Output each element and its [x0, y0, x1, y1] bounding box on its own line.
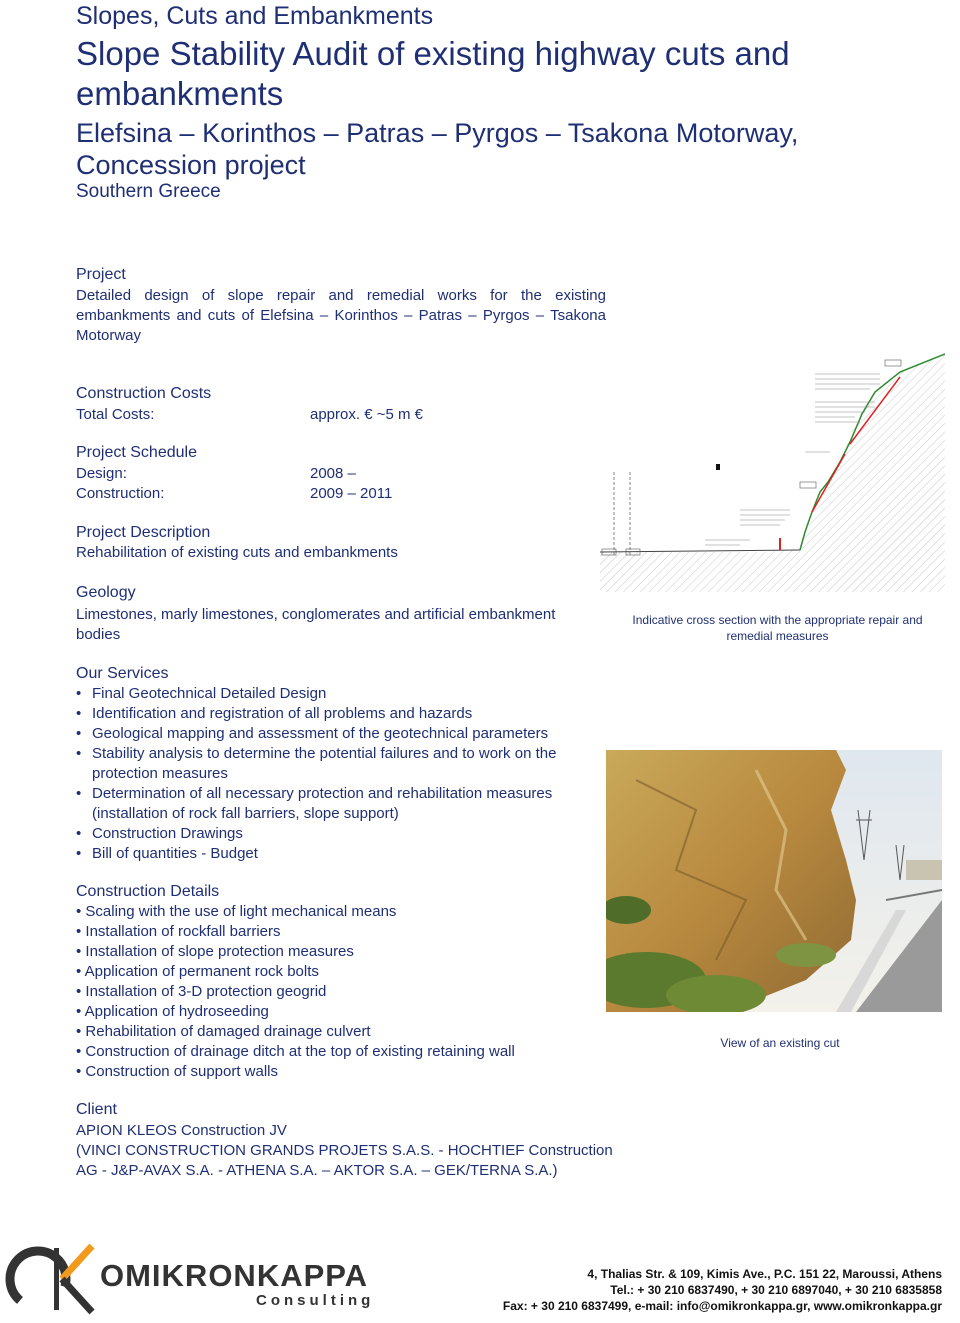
service-item: • Bill of quantities - Budget: [92, 844, 586, 864]
description-heading: Project Description: [76, 524, 211, 541]
detail-item: • Installation of 3-D protection geogrid: [76, 983, 327, 1000]
client-line3: AG - J&P-AVAX S.A. - ATHENA S.A. – AKTOR S.A. – GEK/TERNA S.A.): [76, 1162, 558, 1179]
client-line1: APION KLEOS Construction JV: [76, 1122, 287, 1139]
company-logo-mark: [4, 1240, 99, 1318]
service-item: • Geological mapping and assessment of the geotechnical parameters: [92, 724, 586, 744]
section-caption: Indicative cross section with the appropriate repair and remedial measures: [632, 613, 923, 643]
photo-caption: View of an existing cut: [720, 1036, 840, 1050]
construction-value: 2009 – 2011: [310, 485, 393, 502]
detail-item: • Installation of rockfall barriers: [76, 923, 281, 940]
project-text: Detailed design of slope repair and remedial works for the existing embankments and cuts of Elefsina – Korinthos – Patras – Pyrgos – Tsakona Motorway: [76, 287, 606, 344]
description-text: Rehabilitation of existing cuts and embankments: [76, 544, 398, 561]
costs-heading: Construction Costs: [76, 385, 212, 402]
location: Southern Greece: [76, 181, 221, 202]
photo-svg: [606, 750, 942, 1012]
geology-text: Limestones, marly limestones, conglomerates and artificial embankment bodies: [76, 606, 556, 643]
page-title: Slope Stability Audit of existing highway cuts and embankments: [76, 35, 790, 112]
detail-item: • Construction of support walls: [76, 1063, 279, 1080]
logo-name: OMIKRONKAPPA: [100, 1258, 369, 1293]
cross-section-drawing: [600, 352, 945, 592]
design-label: Design:: [76, 465, 127, 482]
detail-item: • Installation of slope protection measures: [76, 943, 354, 960]
logo-mark-svg: [4, 1240, 99, 1318]
detail-item: • Application of hydroseeding: [76, 1003, 269, 1020]
costs-value: approx. € ~5 m €: [310, 406, 423, 423]
services-list: [76, 684, 586, 864]
cross-section-svg: [600, 352, 945, 592]
detail-item: • Application of permanent rock bolts: [76, 963, 319, 980]
schedule-heading: Project Schedule: [76, 444, 197, 461]
footer-tel: Tel.: + 30 210 6837490, + 30 210 6897040, + 30 210 6835858: [610, 1283, 942, 1297]
existing-cut-photo: [606, 750, 942, 1012]
details-heading: Construction Details: [76, 883, 220, 900]
service-item: • Final Geotechnical Detailed Design: [92, 684, 586, 704]
logo-subtitle: Consulting: [256, 1292, 375, 1309]
detail-item: • Construction of drainage ditch at the top of existing retaining wall: [76, 1043, 515, 1060]
details-list: [76, 902, 606, 1082]
service-item: • Stability analysis to determine the potential failures and to work on the protection measures: [92, 744, 586, 784]
services-heading: Our Services: [76, 665, 169, 682]
detail-item: • Scaling with the use of light mechanical means: [76, 903, 397, 920]
construction-label: Construction:: [76, 485, 165, 502]
service-item: • Construction Drawings: [92, 824, 586, 844]
project-heading: Project: [76, 266, 126, 283]
geology-heading: Geology: [76, 584, 136, 601]
footer-address: 4, Thalias Str. & 109, Kimis Ave., P.C. 151 22, Maroussi, Athens: [587, 1267, 942, 1281]
project-subtitle: Elefsina – Korinthos – Patras – Pyrgos – Tsakona Motorway, Concession project: [76, 118, 799, 180]
company-logo-text: [100, 1258, 368, 1294]
client-line2: (VINCI CONSTRUCTION GRANDS PROJETS S.A.S. - HOCHTIEF Construction: [76, 1142, 613, 1159]
detail-item: • Rehabilitation of damaged drainage culvert: [76, 1023, 371, 1040]
service-item: • Determination of all necessary protection and rehabilitation measures (installation of rock fall barriers, slope support): [92, 784, 586, 824]
category-title: Slopes, Cuts and Embankments: [76, 2, 434, 30]
service-item: • Identification and registration of all problems and hazards: [92, 704, 586, 724]
footer-fax: Fax: + 30 210 6837499, e-mail: info@omikronkappa.gr, www.omikronkappa.gr: [502, 1299, 942, 1313]
design-value: 2008 –: [310, 465, 356, 482]
costs-label: Total Costs:: [76, 406, 155, 423]
client-heading: Client: [76, 1101, 117, 1118]
